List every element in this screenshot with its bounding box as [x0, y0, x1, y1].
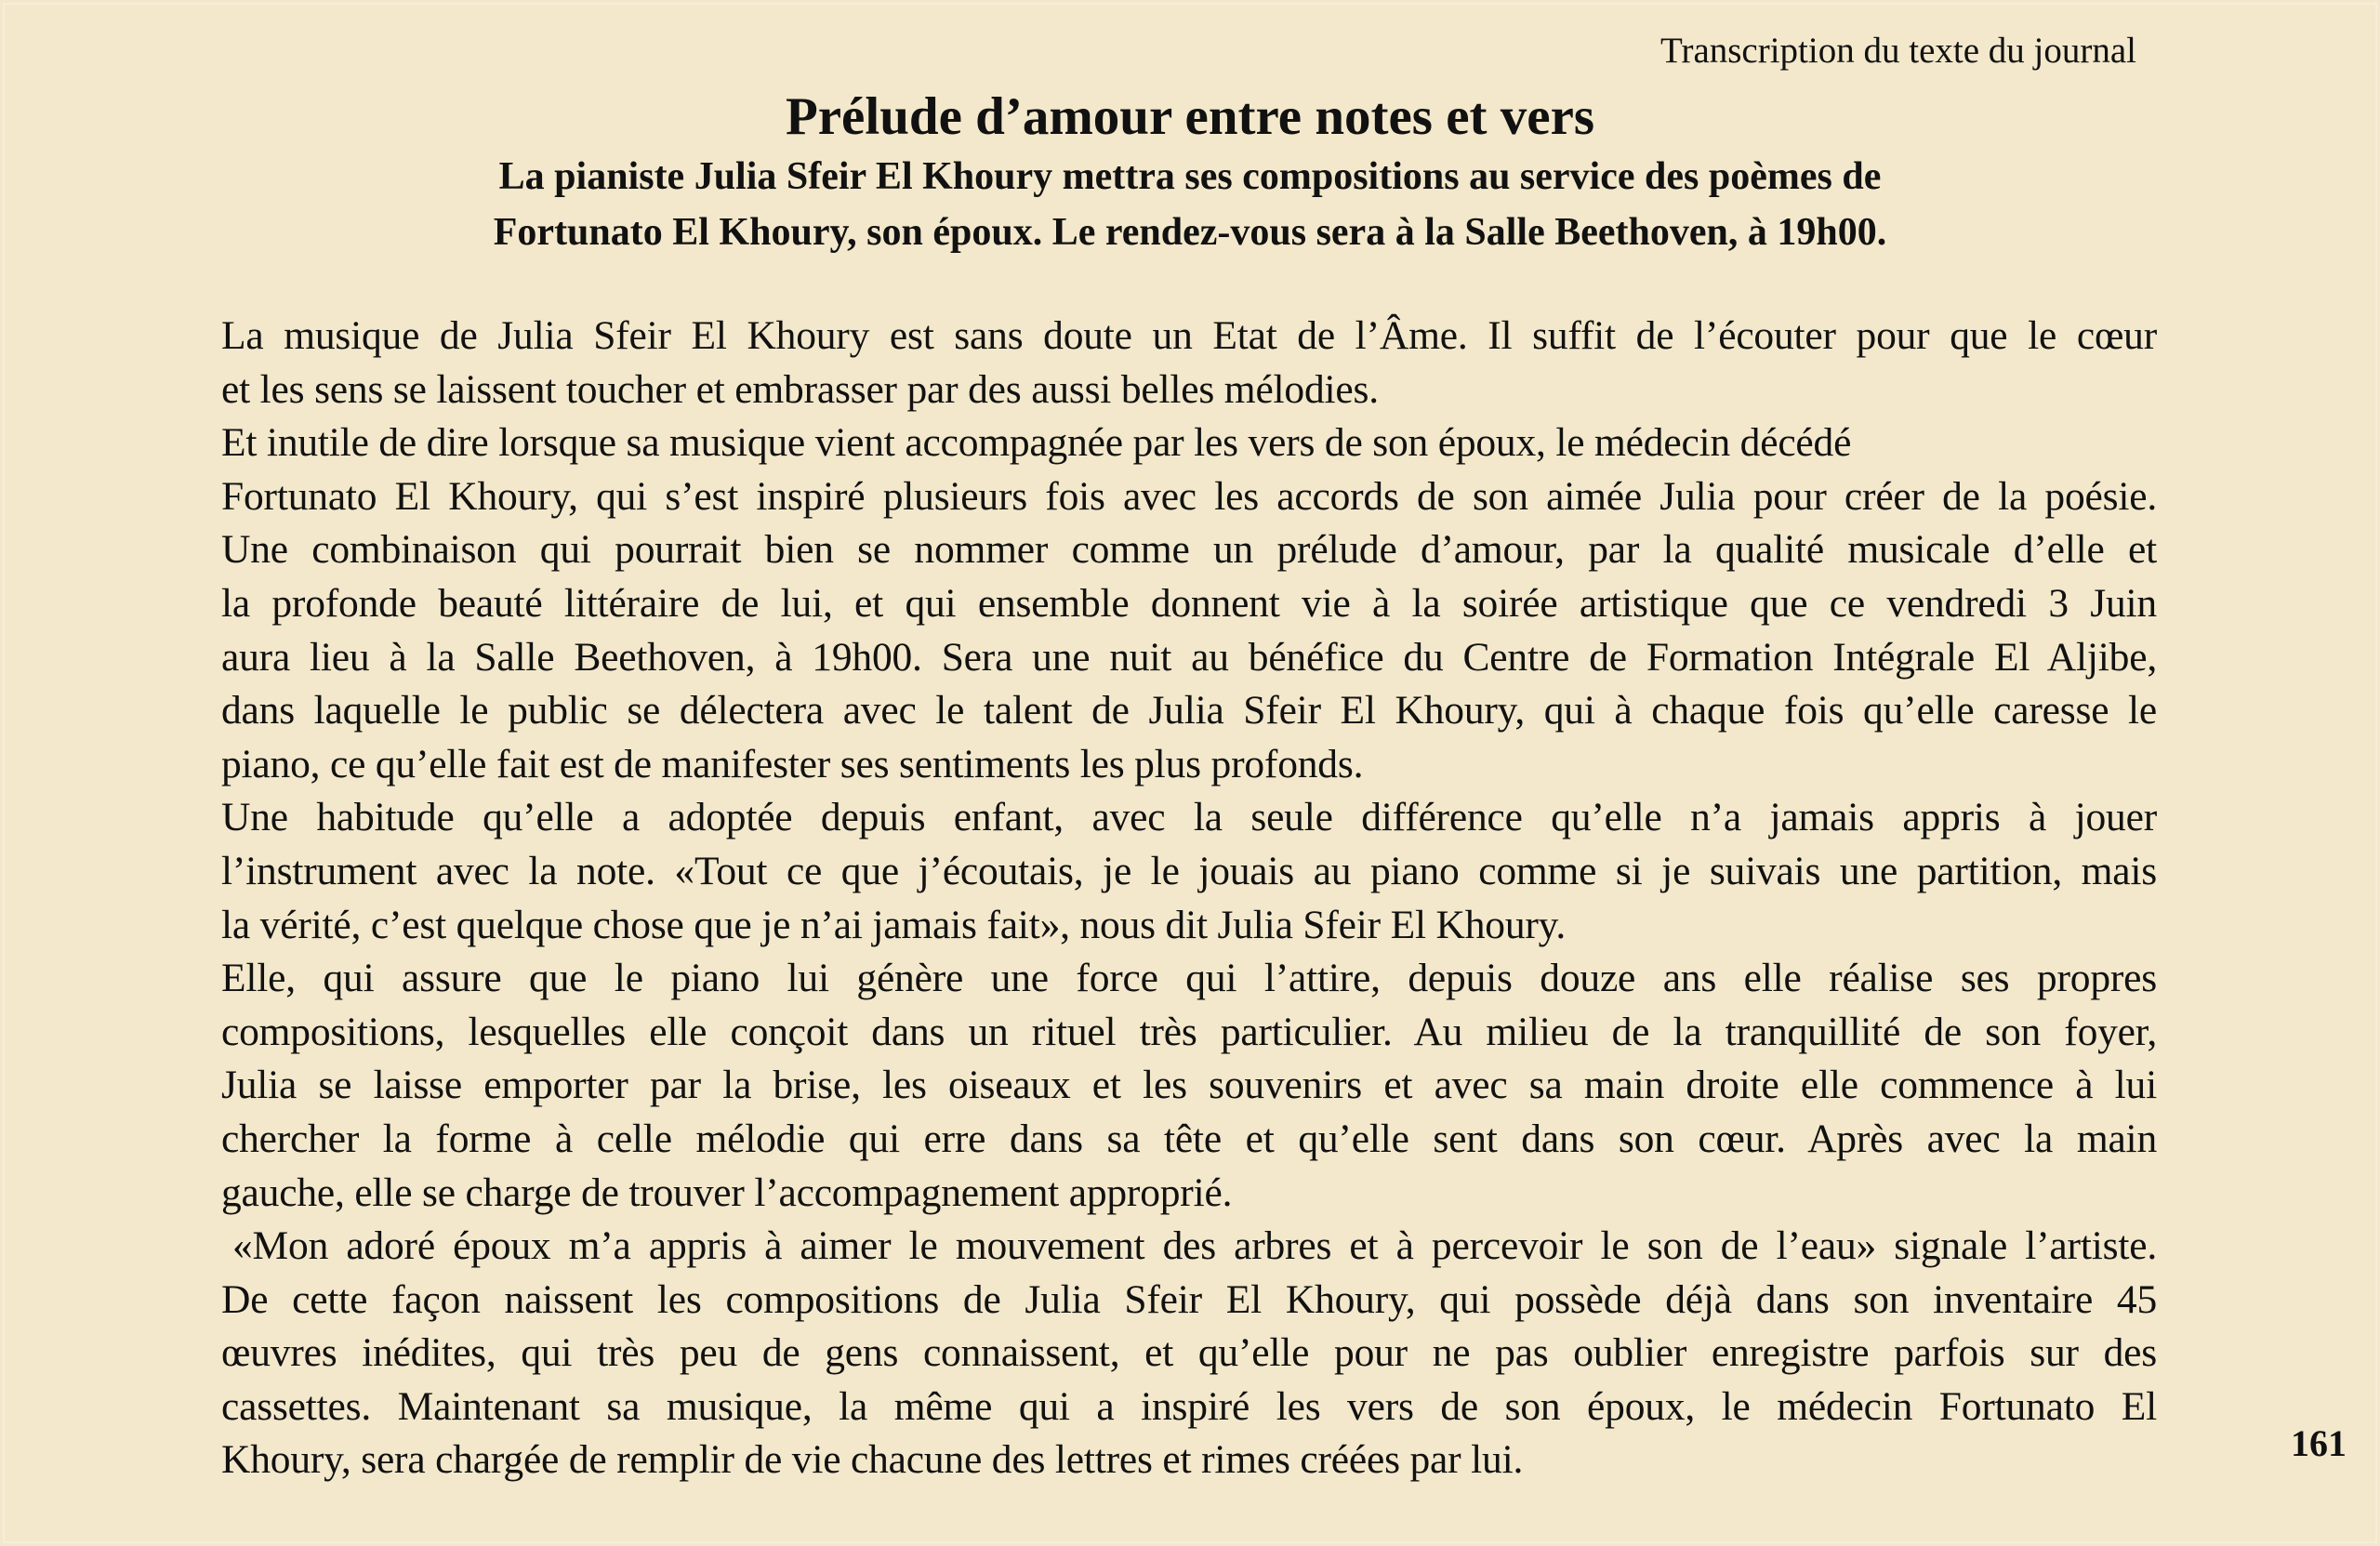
body-line: «Mon adoré époux m’a appris à aimer le mouvement des arbres et à percevoir le son de l’eau» signale l’artiste.	[232, 1223, 2157, 1269]
body-line: chercher la forme à celle mélodie qui erre dans sa tête et qu’elle sent dans son cœur. Après avec la main	[221, 1116, 2157, 1161]
body-line: l’instrument avec la note. «Tout ce que j’écoutais, je le jouais au piano comme si je suivais une partition, mais	[221, 848, 2157, 893]
body-line: piano, ce qu’elle fait est de manifester ses sentiments les plus profonds.	[221, 741, 1364, 786]
body-line: Khoury, sera chargée de remplir de vie chacune des lettres et rimes créées par lui.	[221, 1437, 1524, 1483]
body-line: dans laquelle le public se délectera avec le talent de Julia Sfeir El Khoury, qui à chaque fois qu’elle caresse le	[221, 688, 2157, 733]
body-line: compositions, lesquelles elle conçoit dans un rituel très particulier. Au milieu de la tranquillité de son foyer,	[221, 1009, 2157, 1054]
body-line: Julia se laisse emporter par la brise, les oiseaux et les souvenirs et avec sa main droite elle commence à lui	[221, 1063, 2157, 1108]
subtitle-line: La pianiste Julia Sfeir El Khoury mettra ses compositions au service des poèmes de	[498, 155, 1882, 198]
subtitle-line: Fortunato El Khoury, son époux. Le rendez-vous sera à la Salle Beethoven, à 19h00.	[493, 211, 1887, 254]
body-line: La musique de Julia Sfeir El Khoury est sans doute un Etat de l’Âme. Il suffit de l’écouter pour que le cœur	[221, 313, 2157, 358]
article-title: Prélude d’amour entre notes et vers	[785, 87, 1595, 146]
article-subtitle	[0, 149, 2380, 260]
body-line: Fortunato El Khoury, qui s’est inspiré plusieurs fois avec les accords de son aimée Julia pour créer de la poésie.	[221, 473, 2157, 519]
body-line: Une habitude qu’elle a adoptée depuis enfant, avec la seule différence qu’elle n’a jamais appris à jouer	[221, 795, 2157, 840]
article-body	[221, 310, 2157, 1487]
body-line: Et inutile de dire lorsque sa musique vient accompagnée par les vers de son époux, le médecin décédé	[221, 420, 1852, 466]
body-line: Une combinaison qui pourrait bien se nommer comme un prélude d’amour, par la qualité musicale d’elle et	[221, 527, 2157, 573]
page-number: 161	[2291, 1422, 2347, 1464]
body-line: œuvres inédites, qui très peu de gens connaissent, et qu’elle pour ne pas oublier enregistre parfois sur des	[221, 1330, 2157, 1376]
body-line: gauche, elle se charge de trouver l’accompagnement approprié.	[221, 1169, 1233, 1215]
body-line: Elle, qui assure que le piano lui génère une force qui l’attire, depuis douze ans elle réalise ses propres	[221, 956, 2157, 1001]
body-line: et les sens se laissent toucher et embrasser par des aussi belles mélodies.	[221, 366, 1379, 412]
body-line: aura lieu à la Salle Beethoven, à 19h00. Sera une nuit au bénéfice du Centre de Formation Intégrale El Aljibe,	[221, 634, 2157, 680]
header-note: Transcription du texte du journal	[1660, 31, 2136, 71]
body-line: De cette façon naissent les compositions de Julia Sfeir El Khoury, qui possède déjà dans son inventaire 45	[221, 1276, 2157, 1322]
body-line: la vérité, c’est quelque chose que je n’ai jamais fait», nous dit Julia Sfeir El Khoury.	[221, 902, 1567, 947]
body-line: cassettes. Maintenant sa musique, la même qui a inspiré les vers de son époux, le médecin Fortunato El	[221, 1383, 2157, 1429]
body-line: la profonde beauté littéraire de lui, et qui ensemble donnent vie à la soirée artistique que ce vendredi 3 Juin	[221, 580, 2157, 626]
